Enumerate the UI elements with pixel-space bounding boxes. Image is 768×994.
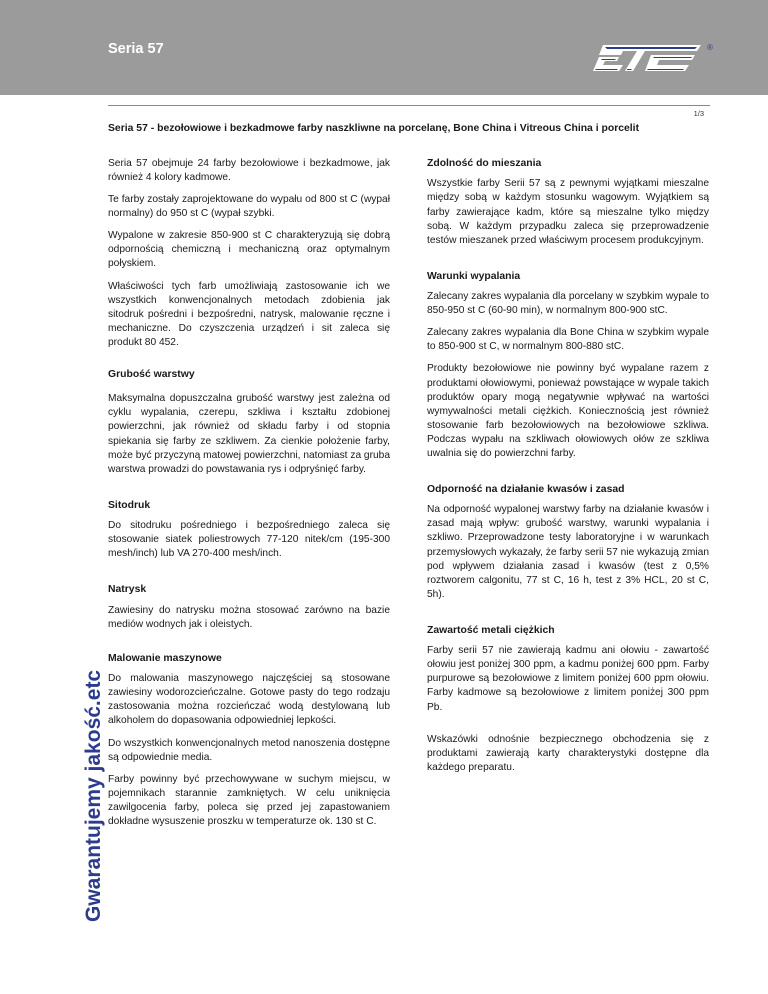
section-heading-natrysk: Natrysk (108, 584, 147, 596)
section-heading-grubosc: Grubość warstwy (108, 368, 195, 380)
section-heading-wypalania: Warunki wypalania (427, 270, 521, 282)
metale-paragraph: Farby serii 57 nie zawierają kadmu ani ołowiu - zawartość ołowiu jest poniżej 300 ppm, a kadmu poniżej 600 ppm. Farby purpurowe są bezołowiowe z limitem poniżej 600 ppm ołowiu. Farby kadmowe są bezołowiowe z limitem poniżej 300 ppm Pb. (427, 645, 709, 713)
odpornosc-paragraph: Na odporność wypalonej warstwy farby na działanie kwasów i zasad mają wpływ: grubość warstwy, warunki wypalania i szkliwo. Przeprowadzone testy laboratoryjne i w warunkach przemysłowych wykazały, że farby serii 57 nie wykazują zmian pod wpływem działania zasad i kwasów (test z 0,5% roztworem calgonitu, 77 st C, 16 h, test z 3% HCL, 20 st C, 5h). (427, 504, 709, 600)
wypalania-paragraph: Produkty bezołowiowe nie powinny być wypalane razem z produktami ołowiowymi, ponieważ powstające w wypale takich produktów opary mogą negatywnie wpływać na wartości wymywalności metali ciężkich. Koniecznością jest również stosowanie farb bezołowiowych na bezołowiowe szkliwa. Podczas wypału na szkliwach ołowiowych ołów ze szkliwa uwalnia się do powierzchni farby. (427, 363, 709, 459)
malowanie-paragraph: Farby powinny być przechowywane w suchym miejscu, w pojemnikach starannie zamkniętych. W celu uniknięcia zawilgocenia farby, poleca się przed jej zapastowaniem dokładne wysuszenie proszku w temperaturze ok. 130 st C. (108, 773, 390, 827)
sitodruk-paragraph: Do sitodruku pośredniego i bezpośredniego zaleca się stosowanie siatek poliestrowych 77-120 nitek/cm (195-300 mesh/inch) lub VA 270-400 mesh/inch. (108, 520, 390, 560)
wskazowki-paragraph: Wskazówki odnośnie bezpiecznego obchodzenia się z produktami zawierają karty charakterystyki dostępne dla każdego preparatu. (427, 733, 709, 773)
registered-mark: ® (707, 43, 713, 52)
section-heading-metale: Zawartość metali ciężkich (427, 624, 555, 636)
series-title: Seria 57 (108, 41, 164, 57)
malowanie-paragraph: Do malowania maszynowego najczęściej są stosowane zawiesiny wodorozcieńczalne. Gotowe pasty do tego rodzaju zastosowania można rozcieńczać wodą destylowaną lub alkoholem do dopasowania odpowiedniej lepkości. (108, 673, 390, 727)
section-heading-mieszania: Zdolność do mieszania (427, 158, 542, 169)
mieszania-paragraph: Wszystkie farby Serii 57 są z pewnymi wyjątkami mieszalne między sobą w każdym stosunku wagowym. Wyjątkiem są farby zawierające kadm, które są mieszalne tylko między sobą. W każdym przypadku zaleca się przeprowadzenie testów mieszanek przed właściwym procesem produkcyjnym. (427, 178, 709, 246)
left-column (108, 157, 390, 837)
intro-paragraph: Właściwości tych farb umożliwiają zastosowanie ich we wszystkich konwencjonalnych metodach zdobienia jak sitodruk pośredni i bezpośredni, natrysk, malowanie ręczne i mechaniczne. Do czyszczenia urządzeń i sit zaleca się produkt 80 452. (108, 280, 390, 348)
document-title: Seria 57 - bezołowiowe i bezkadmowe farby naszkliwne na porcelanę, Bone China i Vitreous China i porcelit (108, 123, 640, 134)
intro-paragraph: Wypalone w zakresie 850-900 st C charakteryzują się dobrą odpornością chemiczną i mechaniczną oraz optymalnym połyskiem. (108, 230, 390, 270)
wypalania-paragraph: Zalecany zakres wypalania dla Bone China w szybkim wypale to 850-900 st C, w normalnym 800-880 stC. (427, 327, 709, 353)
section-heading-sitodruk: Sitodruk (108, 499, 151, 511)
wypalania-paragraph: Zalecany zakres wypalania dla porcelany w szybkim wypale to 850-950 st C (60-90 min), w normalnym 800-900 stC. (427, 291, 709, 317)
header-bar (0, 0, 768, 95)
section-heading-malowanie: Malowanie maszynowe (108, 652, 222, 664)
page-number: 1/3 (693, 109, 704, 118)
right-column (427, 157, 709, 783)
natrysk-paragraph: Zawiesiny do natrysku można stosować zarówno na bazie mediów wodnych jak i oleistych. (108, 604, 390, 630)
header-rule (108, 105, 710, 106)
intro-paragraph: Te farby zostały zaprojektowane do wypału od 800 st C (wypał normalny) do 950 st C (wypał szybki. (108, 194, 390, 220)
vertical-slogan: Gwarantujemy jakość.etc (82, 669, 105, 922)
malowanie-paragraph: Do wszystkich konwencjonalnych metod nanoszenia dostępne są odpowiednie media. (108, 737, 390, 763)
intro-paragraph: Seria 57 obejmuje 24 farby bezołowiowe i bezkadmowe, jak również 4 kolory kadmowe. (108, 158, 390, 184)
grubosc-paragraph: Maksymalna dopuszczalna grubość warstwy jest zależna od cyklu wypalania, czerepu, szkliwa i kształtu zdobionej powierzchni, jak również od składu farby i od stopnia spiekania się farby ze szkliwem. Za cienkie położenie farby, może być przyczyną matowej powierzchni, natomiast za gruba warstwa prowadzi do powstawania rys i odpryśnięć farby. (108, 393, 390, 475)
section-heading-odpornosc: Odporność na działanie kwasów i zasad (427, 483, 625, 495)
etc-logo (593, 43, 703, 73)
